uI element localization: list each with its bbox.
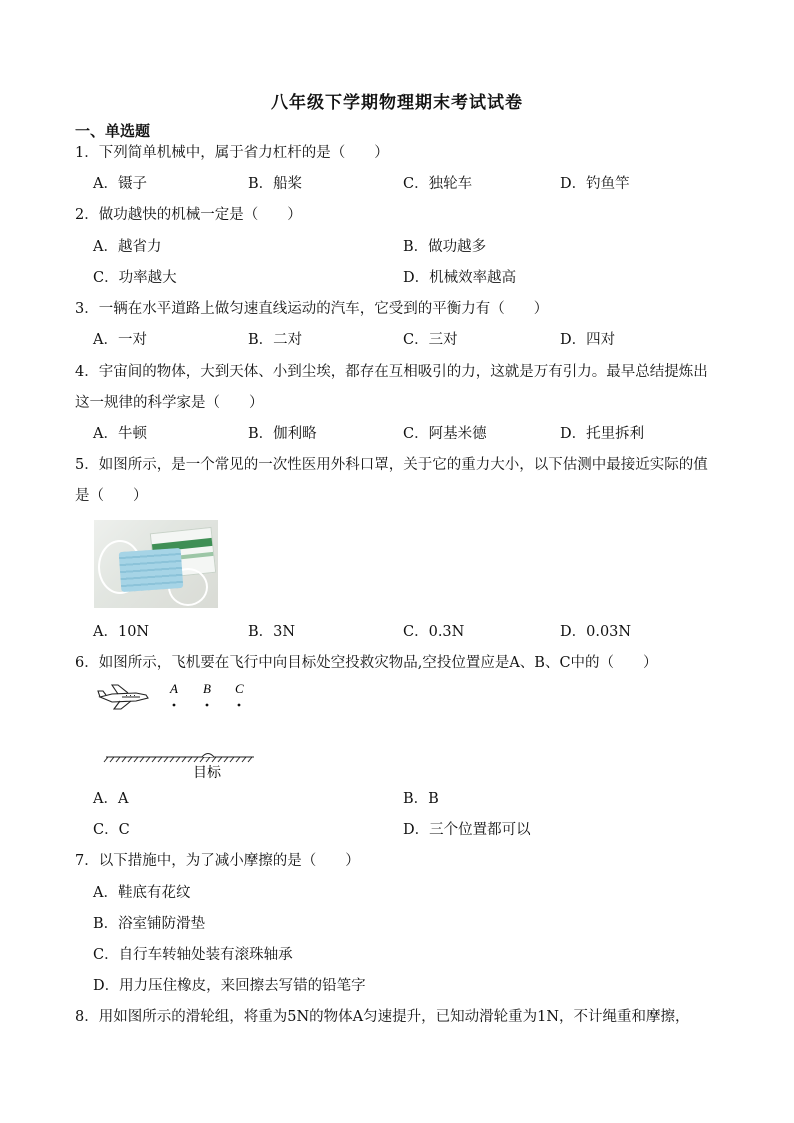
option-c: C．独轮车 (403, 176, 473, 192)
label-c: C (235, 681, 244, 696)
option-a: A．越省力 (93, 239, 162, 255)
option-d: D．四对 (560, 332, 616, 348)
ground-line (104, 754, 254, 763)
option-c: C．自行车转轴处装有滚珠轴承 (93, 947, 293, 963)
section-heading: 一、单选题 (75, 122, 151, 140)
drop-point-c (238, 704, 241, 707)
option-d: D．用力压住橡皮，来回擦去写错的铅笔字 (93, 978, 366, 994)
question-stem: 6．如图所示，飞机要在飞行中向目标处空投救灾物品,空投位置应是A、B、C中的（ ） (75, 655, 658, 671)
option-a: A．A (93, 791, 129, 807)
target-label: 目标 (193, 765, 221, 780)
drop-point-b (206, 704, 209, 707)
option-a: A．一对 (93, 332, 147, 348)
question-stem: 3．一辆在水平道路上做匀速直线运动的汽车，它受到的平衡力有（ ） (75, 301, 549, 317)
question-stem: 7．以下措施中，为了减小摩擦的是（ ） (75, 853, 360, 869)
airplane-icon (98, 685, 148, 709)
question-stem-line-1: 5．如图所示，是一个常见的一次性医用外科口罩，关于它的重力大小，以下估测中最接近实际的值 (75, 457, 708, 473)
option-b: B．船桨 (248, 176, 303, 192)
label-b: B (203, 681, 211, 696)
question-stem: 2．做功越快的机械一定是（ ） (75, 207, 302, 223)
option-d: D．0.03N (560, 624, 632, 640)
option-a: A．牛顿 (93, 426, 147, 442)
option-d: D．钓鱼竿 (560, 176, 630, 192)
question-stem: 1．下列简单机械中，属于省力杠杆的是（ ） (75, 145, 389, 161)
question-stem: 8．用如图所示的滑轮组，将重为5N的物体A匀速提升，已知动滑轮重为1N，不计绳重和摩擦， (75, 1009, 690, 1025)
option-d: D．机械效率越高 (403, 270, 517, 286)
option-b: B．B (403, 791, 439, 807)
question-stem-line-2: 这一规律的科学家是（ ） (75, 395, 264, 411)
option-b: B．伽利略 (248, 426, 317, 442)
option-c: C．0.3N (403, 624, 465, 640)
option-c: C．C (93, 822, 130, 838)
label-a: A (170, 681, 178, 696)
option-d: D．托里拆利 (560, 426, 645, 442)
surgical-mask-photo (94, 520, 218, 608)
option-a: A．镊子 (93, 176, 147, 192)
option-c: C．三对 (403, 332, 458, 348)
drop-point-a (173, 704, 176, 707)
question-stem-line-1: 4．宇宙间的物体，大到天体、小到尘埃，都存在互相吸引的力，这就是万有引力。最早总结提炼出 (75, 364, 708, 380)
option-b: B．二对 (248, 332, 303, 348)
option-b: B．浴室铺防滑垫 (93, 916, 206, 932)
option-a: A．鞋底有花纹 (93, 885, 191, 901)
airdrop-diagram (96, 680, 266, 780)
option-a: A．10N (93, 624, 150, 640)
option-c: C．阿基米德 (403, 426, 487, 442)
option-c: C．功率越大 (93, 270, 177, 286)
option-b: B．3N (248, 624, 296, 640)
option-d: D．三个位置都可以 (403, 822, 531, 838)
question-stem-line-2: 是（ ） (75, 488, 148, 504)
page-title: 八年级下学期物理期末考试试卷 (271, 93, 523, 113)
option-b: B．做功越多 (403, 239, 487, 255)
